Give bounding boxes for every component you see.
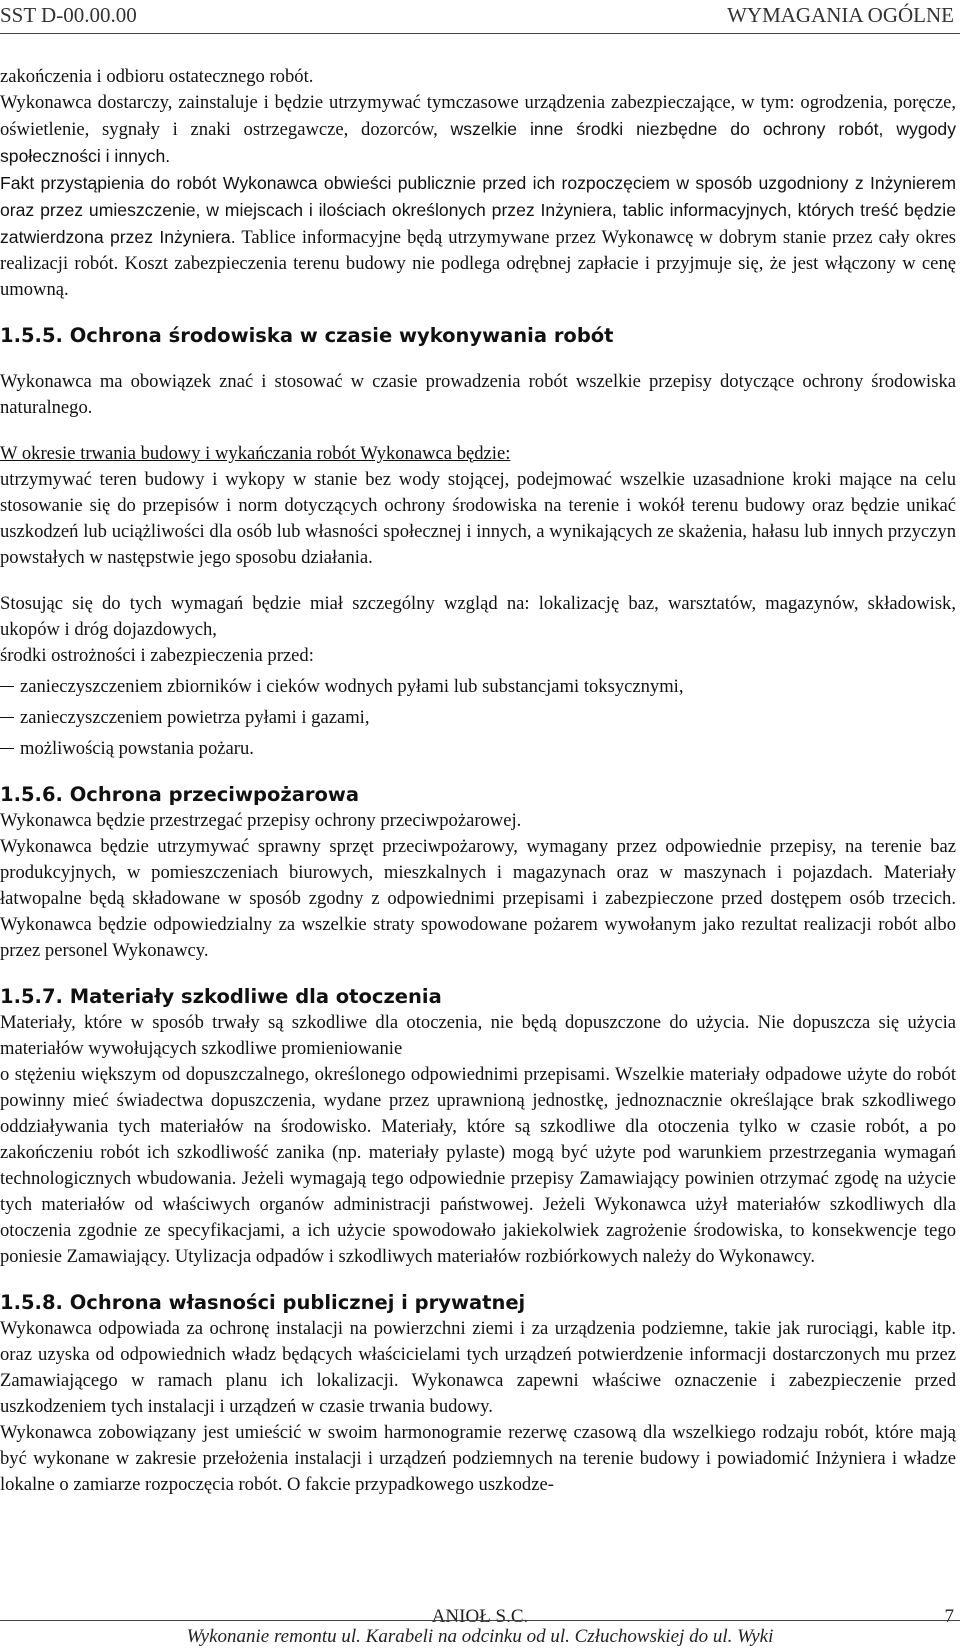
- list-item: możliwością powstania pożaru.: [0, 736, 956, 762]
- dash-bullet: [0, 717, 14, 718]
- section-1-5-6-paragraph-2: Wykonawca będzie utrzymywać sprawny sprzęt przeciwpożarowy, wymagany przez odpowiednie przepisy, na terenie baz produkcyjnych, w pomieszczeniach biurowych, mieszkalnych i magazynach oraz w maszynach i pojazdach. Materiały łatwopalne będą składowane w sposób zgodny z odpowiednimi przepisami i zabezpieczone przed dostępem osób trzecich. Wykonawca będzie odpowiedzialny za wszelkie straty spowodowane pożarem wywołanym jako rezultat realizacji robót albo przez personel Wykonawcy.: [0, 836, 956, 961]
- dash-bullet: [0, 686, 14, 687]
- intro-paragraph-3: [0, 170, 956, 303]
- section-heading-1-5-6: 1.5.6. Ochrona przeciwpożarowa: [0, 783, 360, 806]
- section-1-5-6-paragraph-1: Wykonawca będzie przestrzegać przepisy ochrony przeciwpożarowej.: [0, 810, 522, 831]
- list-item: zanieczyszczeniem zbiorników i cieków wodnych pyłami lub substancjami toksycznymi,: [0, 674, 956, 700]
- header-document-code: SST D-00.00.00: [0, 3, 137, 27]
- header-section-title: WYMAGANIA OGÓLNE: [727, 3, 954, 27]
- dash-bullet: [0, 748, 14, 749]
- footer-divider: [0, 1620, 960, 1621]
- intro-paragraph-2: [0, 90, 956, 170]
- intro-paragraph-3-sans: Fakt przystąpienia do robót Wykonawca obwieści publicznie przed ich rozpoczęciem w sposób uzgodniony z Inżynierem oraz przez umieszczenie, w miejscach i ilościach określonych przez Inżyniera, tablic informacyjnych, których treść będzie zatwierdzona przez Inżyniera.: [0, 173, 956, 247]
- footer-company: ANIOŁ S.C.: [431, 1606, 529, 1627]
- section-1-5-5-underlined-lead: W okresie trwania budowy i wykańczania robót Wykonawca będzie:: [0, 443, 511, 464]
- section-1-5-7-paragraph-1: Materiały, które w sposób trwały są szkodliwe dla otoczenia, nie będą dopuszczone do użycia. Nie dopuszcza się użycia materiałów wywołujących szkodliwe promieniowanie: [0, 1012, 956, 1059]
- hazard-list: [0, 674, 956, 762]
- intro-paragraph-1: zakończenia i odbioru ostatecznego robót.: [0, 66, 314, 87]
- section-heading-1-5-7: 1.5.7. Materiały szkodliwe dla otoczenia: [0, 985, 442, 1008]
- section-1-5-5-paragraph-1: Wykonawca ma obowiązek znać i stosować w czasie prowadzenia robót wszelkie przepisy dotyczące ochrony środowiska naturalnego.: [0, 371, 956, 418]
- section-heading-1-5-8: 1.5.8. Ochrona własności publicznej i prywatnej: [0, 1291, 526, 1314]
- intro-paragraph-3-serif: Tablice informacyjne będą utrzymywane przez Wykonawcę w dobrym stanie przez cały okres realizacji robót. Koszt zabezpieczenia terenu budowy nie podlega odrębnej zapłacie i przyjmuje się, że jest włączony w cenę umowną.: [0, 227, 956, 300]
- page-header: [0, 0, 960, 38]
- section-1-5-5-paragraph-4: środki ostrożności i zabezpieczenia przed:: [0, 645, 314, 666]
- page-footer: [0, 1606, 960, 1649]
- header-divider: [0, 33, 960, 34]
- section-1-5-7-paragraph-2: o stężeniu większym od dopuszczalnego, określonego odpowiednimi przepisami. Wszelkie materiały odpadowe użyte do robót powinny mieć świadectwa dopuszczenia, wydane przez uprawnioną jednostkę, jednoznacznie określające brak szkodliwego oddziaływania tych materiałów na środowisko. Materiały, które są szkodliwe dla otoczenia tylko w czasie robót, a po zakończeniu robót ich szkodliwość zanika (np. materiały pylaste) mogą być użyte pod warunkiem przestrzegania wymagań technologicznych wbudowania. Jeżeli wymagają tego odpowiednie przepisy Zamawiający powinien otrzymać zgodę na użycie tych materiałów od właściwych organów administracji państwowej. Jeżeli Wykonawca użył materiałów szkodliwych dla otoczenia zgodnie ze specyfikacjami, a ich użycie spowodowało jakiekolwiek zagrożenie środowiska, to konsekwencje tego poniesie Zamawiający. Utylizacja odpadów i szkodliwych materiałów rozbiórkowych należy do Wykonawcy.: [0, 1064, 956, 1267]
- section-1-5-8-paragraph-1: Wykonawca odpowiada za ochronę instalacji na powierzchni ziemi i za urządzenia podziemne, takie jak rurociągi, kable itp. oraz uzyska od odpowiednich władz będących właścicielami tych urządzeń potwierdzenie informacji dostarczonych mu przez Zamawiającego w ramach planu ich lokalizacji. Wykonawca zapewni właściwe oznaczenie i zabezpieczenie przed uszkodzeniem tych instalacji i urządzeń w czasie trwania budowy.: [0, 1318, 956, 1417]
- intro-paragraph-2-serif: Wykonawca dostarczy, zainstaluje i będzie utrzymywać tymczasowe urządzenia zabezpieczające, w tym: ogrodzenia, poręcze, oświetlenie, sygnały i znaki ostrzegawcze, dozorców,: [0, 92, 956, 140]
- footer-project-title: Wykonanie remontu ul. Karabeli na odcinku od ul. Człuchowskiej do ul. Wyki: [186, 1626, 774, 1647]
- intro-paragraph-2-sans: wszelkie inne środki niezbędne do ochrony robót, wygody społeczności i innych.: [0, 119, 957, 166]
- section-heading-1-5-5: 1.5.5. Ochrona środowiska w czasie wykonywania robót: [0, 324, 614, 347]
- document-body: [0, 64, 956, 1498]
- section-1-5-5-paragraph-3: Stosując się do tych wymagań będzie miał szczególny wzgląd na: lokalizację baz, warsztatów, magazynów, składowisk, ukopów i dróg dojazdowych,: [0, 593, 956, 640]
- section-1-5-8-paragraph-2: Wykonawca zobowiązany jest umieścić w swoim harmonogramie rezerwę czasową dla wszelkiego rodzaju robót, które mają być wykonane w zakresie przełożenia instalacji i urządzeń podziemnych na terenie budowy i powiadomić Inżyniera i władze lokalne o zamiarze rozpoczęcia robót. O fakcie przypadkowego uszkodze-: [0, 1422, 956, 1495]
- list-item: zanieczyszczeniem powietrza pyłami i gazami,: [0, 705, 956, 731]
- page-number: 7: [944, 1606, 954, 1627]
- section-1-5-5-paragraph-2: utrzymywać teren budowy i wykopy w stanie bez wody stojącej, podejmować wszelkie uzasadnione kroki mające na celu stosowanie się do przepisów i norm dotyczących ochrony środowiska na terenie i wokół terenu budowy oraz będzie unikać uszkodzeń lub uciążliwości dla osób lub własności społecznej i innych, a wynikających ze skażenia, hałasu lub innych przyczyn powstałych w następstwie jego sposobu działania.: [0, 469, 956, 568]
